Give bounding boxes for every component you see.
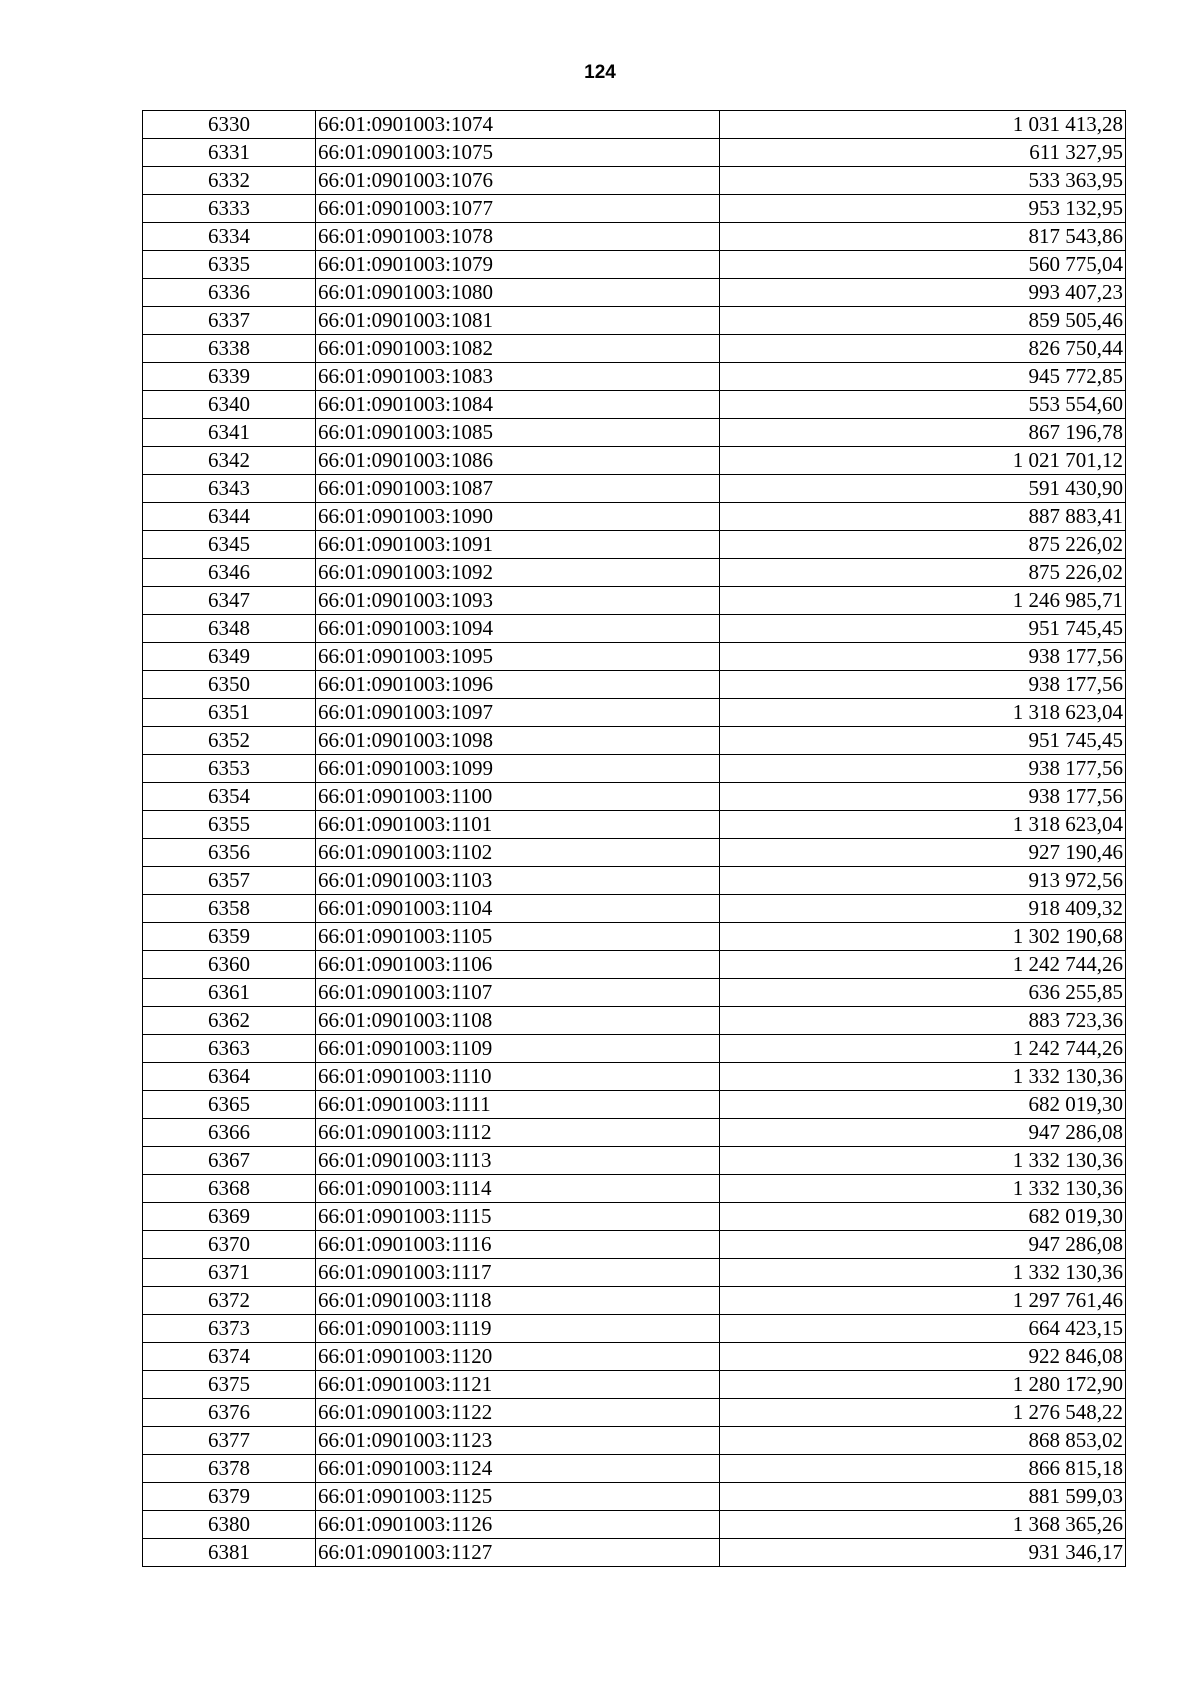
cadastral-number-cell: 66:01:0901003:1116: [316, 1231, 720, 1259]
cadastral-number-cell: 66:01:0901003:1085: [316, 419, 720, 447]
row-number-cell: 6374: [143, 1343, 316, 1371]
value-cell: 866 815,18: [720, 1455, 1126, 1483]
cadastral-number-cell: 66:01:0901003:1099: [316, 755, 720, 783]
row-number-cell: 6335: [143, 251, 316, 279]
value-cell: 927 190,46: [720, 839, 1126, 867]
table-row: [143, 1035, 1126, 1063]
value-cell: 1 332 130,36: [720, 1259, 1126, 1287]
row-number-cell: 6362: [143, 1007, 316, 1035]
cadastral-number-cell: 66:01:0901003:1091: [316, 531, 720, 559]
value-cell: 1 297 761,46: [720, 1287, 1126, 1315]
cadastral-number-cell: 66:01:0901003:1124: [316, 1455, 720, 1483]
cadastral-number-cell: 66:01:0901003:1101: [316, 811, 720, 839]
table-row: [143, 1119, 1126, 1147]
value-cell: 913 972,56: [720, 867, 1126, 895]
cadastral-number-cell: 66:01:0901003:1115: [316, 1203, 720, 1231]
value-cell: 682 019,30: [720, 1203, 1126, 1231]
cadastral-number-cell: 66:01:0901003:1111: [316, 1091, 720, 1119]
table-row: [143, 1315, 1126, 1343]
row-number-cell: 6351: [143, 699, 316, 727]
table-row: [143, 979, 1126, 1007]
cadastral-number-cell: 66:01:0901003:1083: [316, 363, 720, 391]
value-cell: 945 772,85: [720, 363, 1126, 391]
table-row: [143, 1063, 1126, 1091]
row-number-cell: 6376: [143, 1399, 316, 1427]
cadastral-number-cell: 66:01:0901003:1079: [316, 251, 720, 279]
table-row: [143, 1399, 1126, 1427]
value-cell: 947 286,08: [720, 1119, 1126, 1147]
cadastral-number-cell: 66:01:0901003:1098: [316, 727, 720, 755]
value-cell: 1 332 130,36: [720, 1063, 1126, 1091]
cadastral-number-cell: 66:01:0901003:1074: [316, 111, 720, 139]
table-row: [143, 1175, 1126, 1203]
cadastral-number-cell: 66:01:0901003:1076: [316, 167, 720, 195]
cadastral-number-cell: 66:01:0901003:1120: [316, 1343, 720, 1371]
cadastral-number-cell: 66:01:0901003:1087: [316, 475, 720, 503]
row-number-cell: 6347: [143, 587, 316, 615]
table-row: [143, 699, 1126, 727]
table-row: [143, 811, 1126, 839]
cadastral-number-cell: 66:01:0901003:1114: [316, 1175, 720, 1203]
cadastral-number-cell: 66:01:0901003:1108: [316, 1007, 720, 1035]
table-row: [143, 307, 1126, 335]
value-cell: 560 775,04: [720, 251, 1126, 279]
table-row: [143, 111, 1126, 139]
value-cell: 1 302 190,68: [720, 923, 1126, 951]
cadastral-number-cell: 66:01:0901003:1080: [316, 279, 720, 307]
value-cell: 868 853,02: [720, 1427, 1126, 1455]
row-number-cell: 6354: [143, 783, 316, 811]
value-cell: 947 286,08: [720, 1231, 1126, 1259]
row-number-cell: 6377: [143, 1427, 316, 1455]
cadastral-number-cell: 66:01:0901003:1113: [316, 1147, 720, 1175]
table-row: [143, 867, 1126, 895]
row-number-cell: 6367: [143, 1147, 316, 1175]
value-cell: 1 242 744,26: [720, 1035, 1126, 1063]
table-row: [143, 251, 1126, 279]
table-row: [143, 531, 1126, 559]
value-cell: 1 318 623,04: [720, 811, 1126, 839]
cadastral-number-cell: 66:01:0901003:1110: [316, 1063, 720, 1091]
row-number-cell: 6355: [143, 811, 316, 839]
table-body: [143, 111, 1126, 1567]
cadastral-number-cell: 66:01:0901003:1109: [316, 1035, 720, 1063]
cadastral-number-cell: 66:01:0901003:1118: [316, 1287, 720, 1315]
table-row: [143, 1147, 1126, 1175]
cadastral-number-cell: 66:01:0901003:1102: [316, 839, 720, 867]
table-row: [143, 1539, 1126, 1567]
table-row: [143, 727, 1126, 755]
row-number-cell: 6373: [143, 1315, 316, 1343]
cadastral-number-cell: 66:01:0901003:1123: [316, 1427, 720, 1455]
row-number-cell: 6363: [143, 1035, 316, 1063]
value-cell: 938 177,56: [720, 755, 1126, 783]
value-cell: 1 031 413,28: [720, 111, 1126, 139]
cadastral-number-cell: 66:01:0901003:1077: [316, 195, 720, 223]
table-row: [143, 1203, 1126, 1231]
value-cell: 951 745,45: [720, 727, 1126, 755]
row-number-cell: 6338: [143, 335, 316, 363]
row-number-cell: 6346: [143, 559, 316, 587]
table-row: [143, 1427, 1126, 1455]
cadastral-number-cell: 66:01:0901003:1086: [316, 447, 720, 475]
table-row: [143, 503, 1126, 531]
table-row: [143, 1007, 1126, 1035]
table-row: [143, 1091, 1126, 1119]
cadastral-number-cell: 66:01:0901003:1090: [316, 503, 720, 531]
table-row: [143, 419, 1126, 447]
value-cell: 1 242 744,26: [720, 951, 1126, 979]
table-row: [143, 839, 1126, 867]
row-number-cell: 6369: [143, 1203, 316, 1231]
value-cell: 875 226,02: [720, 559, 1126, 587]
row-number-cell: 6339: [143, 363, 316, 391]
cadastral-number-cell: 66:01:0901003:1082: [316, 335, 720, 363]
table-row: [143, 391, 1126, 419]
table-row: [143, 1511, 1126, 1539]
value-cell: 1 021 701,12: [720, 447, 1126, 475]
table-row: [143, 643, 1126, 671]
row-number-cell: 6336: [143, 279, 316, 307]
cadastral-number-cell: 66:01:0901003:1107: [316, 979, 720, 1007]
value-cell: 533 363,95: [720, 167, 1126, 195]
row-number-cell: 6349: [143, 643, 316, 671]
table-row: [143, 615, 1126, 643]
value-cell: 611 327,95: [720, 139, 1126, 167]
row-number-cell: 6380: [143, 1511, 316, 1539]
row-number-cell: 6358: [143, 895, 316, 923]
table-row: [143, 951, 1126, 979]
row-number-cell: 6342: [143, 447, 316, 475]
value-cell: 1 276 548,22: [720, 1399, 1126, 1427]
table-row: [143, 335, 1126, 363]
value-cell: 664 423,15: [720, 1315, 1126, 1343]
value-cell: 1 280 172,90: [720, 1371, 1126, 1399]
row-number-cell: 6368: [143, 1175, 316, 1203]
cadastral-number-cell: 66:01:0901003:1122: [316, 1399, 720, 1427]
value-cell: 1 246 985,71: [720, 587, 1126, 615]
value-cell: 1 368 365,26: [720, 1511, 1126, 1539]
table-row: [143, 1231, 1126, 1259]
row-number-cell: 6353: [143, 755, 316, 783]
row-number-cell: 6340: [143, 391, 316, 419]
value-cell: 938 177,56: [720, 783, 1126, 811]
value-cell: 682 019,30: [720, 1091, 1126, 1119]
table-row: [143, 895, 1126, 923]
row-number-cell: 6356: [143, 839, 316, 867]
table-row: [143, 1343, 1126, 1371]
row-number-cell: 6337: [143, 307, 316, 335]
row-number-cell: 6350: [143, 671, 316, 699]
row-number-cell: 6372: [143, 1287, 316, 1315]
table-row: [143, 1259, 1126, 1287]
cadastral-number-cell: 66:01:0901003:1084: [316, 391, 720, 419]
table-row: [143, 587, 1126, 615]
row-number-cell: 6352: [143, 727, 316, 755]
row-number-cell: 6371: [143, 1259, 316, 1287]
value-cell: 591 430,90: [720, 475, 1126, 503]
cadastral-number-cell: 66:01:0901003:1096: [316, 671, 720, 699]
row-number-cell: 6378: [143, 1455, 316, 1483]
row-number-cell: 6359: [143, 923, 316, 951]
row-number-cell: 6343: [143, 475, 316, 503]
row-number-cell: 6334: [143, 223, 316, 251]
value-cell: 951 745,45: [720, 615, 1126, 643]
table-row: [143, 559, 1126, 587]
cadastral-number-cell: 66:01:0901003:1094: [316, 615, 720, 643]
row-number-cell: 6375: [143, 1371, 316, 1399]
cadastral-number-cell: 66:01:0901003:1126: [316, 1511, 720, 1539]
row-number-cell: 6364: [143, 1063, 316, 1091]
value-cell: 883 723,36: [720, 1007, 1126, 1035]
value-cell: 922 846,08: [720, 1343, 1126, 1371]
value-cell: 1 332 130,36: [720, 1147, 1126, 1175]
table-row: [143, 447, 1126, 475]
cadastral-number-cell: 66:01:0901003:1105: [316, 923, 720, 951]
page-number: 124: [584, 62, 616, 83]
cadastral-number-cell: 66:01:0901003:1100: [316, 783, 720, 811]
data-table: [142, 110, 1126, 1567]
table-row: [143, 475, 1126, 503]
value-cell: 887 883,41: [720, 503, 1126, 531]
value-cell: 859 505,46: [720, 307, 1126, 335]
cadastral-number-cell: 66:01:0901003:1078: [316, 223, 720, 251]
value-cell: 636 255,85: [720, 979, 1126, 1007]
value-cell: 826 750,44: [720, 335, 1126, 363]
cadastral-number-cell: 66:01:0901003:1104: [316, 895, 720, 923]
cadastral-number-cell: 66:01:0901003:1125: [316, 1483, 720, 1511]
table-row: [143, 363, 1126, 391]
table-row: [143, 279, 1126, 307]
cadastral-number-cell: 66:01:0901003:1095: [316, 643, 720, 671]
table-row: [143, 167, 1126, 195]
value-cell: 881 599,03: [720, 1483, 1126, 1511]
row-number-cell: 6344: [143, 503, 316, 531]
row-number-cell: 6333: [143, 195, 316, 223]
cadastral-number-cell: 66:01:0901003:1075: [316, 139, 720, 167]
cadastral-number-cell: 66:01:0901003:1127: [316, 1539, 720, 1567]
value-cell: 918 409,32: [720, 895, 1126, 923]
value-cell: 1 332 130,36: [720, 1175, 1126, 1203]
cadastral-number-cell: 66:01:0901003:1106: [316, 951, 720, 979]
cadastral-number-cell: 66:01:0901003:1081: [316, 307, 720, 335]
row-number-cell: 6357: [143, 867, 316, 895]
table-row: [143, 195, 1126, 223]
cadastral-number-cell: 66:01:0901003:1117: [316, 1259, 720, 1287]
data-table-container: [142, 110, 1126, 1567]
table-row: [143, 671, 1126, 699]
table-row: [143, 923, 1126, 951]
row-number-cell: 6366: [143, 1119, 316, 1147]
row-number-cell: 6345: [143, 531, 316, 559]
cadastral-number-cell: 66:01:0901003:1112: [316, 1119, 720, 1147]
value-cell: 938 177,56: [720, 643, 1126, 671]
value-cell: 553 554,60: [720, 391, 1126, 419]
row-number-cell: 6341: [143, 419, 316, 447]
cadastral-number-cell: 66:01:0901003:1121: [316, 1371, 720, 1399]
table-row: [143, 755, 1126, 783]
value-cell: 875 226,02: [720, 531, 1126, 559]
cadastral-number-cell: 66:01:0901003:1097: [316, 699, 720, 727]
value-cell: 867 196,78: [720, 419, 1126, 447]
row-number-cell: 6361: [143, 979, 316, 1007]
cadastral-number-cell: 66:01:0901003:1119: [316, 1315, 720, 1343]
row-number-cell: 6360: [143, 951, 316, 979]
row-number-cell: 6331: [143, 139, 316, 167]
value-cell: 993 407,23: [720, 279, 1126, 307]
row-number-cell: 6330: [143, 111, 316, 139]
row-number-cell: 6379: [143, 1483, 316, 1511]
row-number-cell: 6370: [143, 1231, 316, 1259]
cadastral-number-cell: 66:01:0901003:1103: [316, 867, 720, 895]
table-row: [143, 1455, 1126, 1483]
row-number-cell: 6332: [143, 167, 316, 195]
table-row: [143, 223, 1126, 251]
value-cell: 931 346,17: [720, 1539, 1126, 1567]
value-cell: 953 132,95: [720, 195, 1126, 223]
value-cell: 817 543,86: [720, 223, 1126, 251]
table-row: [143, 1371, 1126, 1399]
row-number-cell: 6365: [143, 1091, 316, 1119]
cadastral-number-cell: 66:01:0901003:1092: [316, 559, 720, 587]
table-row: [143, 139, 1126, 167]
row-number-cell: 6381: [143, 1539, 316, 1567]
value-cell: 938 177,56: [720, 671, 1126, 699]
row-number-cell: 6348: [143, 615, 316, 643]
value-cell: 1 318 623,04: [720, 699, 1126, 727]
cadastral-number-cell: 66:01:0901003:1093: [316, 587, 720, 615]
table-row: [143, 1287, 1126, 1315]
table-row: [143, 1483, 1126, 1511]
table-row: [143, 783, 1126, 811]
